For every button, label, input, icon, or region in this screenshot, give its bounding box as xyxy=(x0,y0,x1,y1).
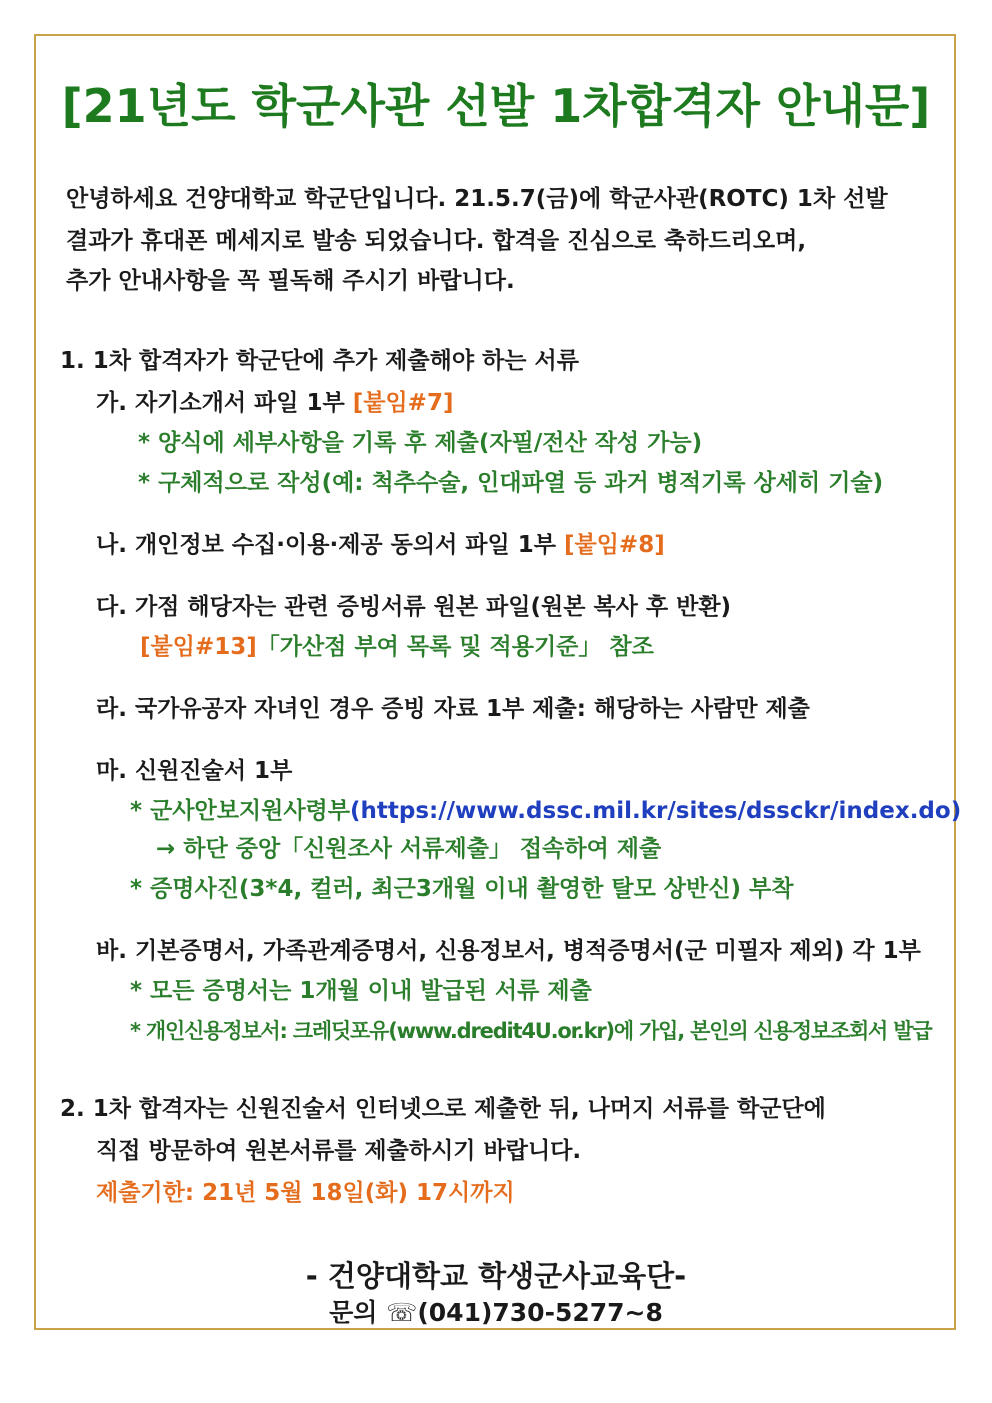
item-ga xyxy=(96,388,453,418)
item-ga-text: 가. 자기소개서 파일 1부 xyxy=(96,390,353,416)
section1-heading: 1. 1차 합격자가 학군단에 추가 제출해야 하는 서류 xyxy=(60,348,579,374)
item-ga-tag: [붙임#7] xyxy=(352,390,454,416)
item-da-note xyxy=(140,632,654,662)
item-na-text: 나. 개인정보 수집·이용·제공 동의서 파일 1부 xyxy=(96,532,564,558)
item-ma-note-3: * 증명사진(3*4, 컬러, 최근3개월 이내 촬영한 탈모 상반신) 부착 xyxy=(130,876,794,902)
intro-line-3: 추가 안내사항을 꼭 필독해 주시기 바랍니다. xyxy=(66,268,515,294)
footer-contact: 문의 ☏(041)730-5277~8 xyxy=(329,1298,663,1327)
item-ba: 바. 기본증명서, 가족관계증명서, 신용정보서, 병적증명서(군 미필자 제외) 각 1부 xyxy=(96,938,921,964)
item-ma-note-2: → 하단 중앙「신원조사 서류제출」 접속하여 제출 xyxy=(156,836,662,862)
item-ma-note-1-prefix: * 군사안보지원사령부 xyxy=(130,798,350,824)
section2-line-1: 2. 1차 합격자는 신원진술서 인터넷으로 제출한 뒤, 나머지 서류를 학군단에 xyxy=(60,1096,826,1122)
item-na xyxy=(96,530,665,560)
item-ra: 라. 국가유공자 자녀인 경우 증빙 자료 1부 제출: 해당하는 사람만 제출 xyxy=(96,696,810,722)
item-da-note-text: 「가산점 부여 목록 및 적용기준」 참조 xyxy=(256,634,654,660)
item-ma: 마. 신원진술서 1부 xyxy=(96,758,293,784)
section2-line-2: 직접 방문하여 원본서류를 제출하시기 바랍니다. xyxy=(96,1138,582,1164)
deadline: 제출기한: 21년 5월 18일(화) 17시까지 xyxy=(96,1180,515,1206)
item-ga-note-2: * 구체적으로 작성(예: 척추수술, 인대파열 등 과거 병적기록 상세히 기술) xyxy=(138,470,884,496)
footer-org: - 건양대학교 학생군사교육단- xyxy=(305,1259,687,1293)
item-ga-note-1: * 양식에 세부사항을 기록 후 제출(자필/전산 작성 가능) xyxy=(138,430,703,456)
intro-line-1: 안녕하세요 건양대학교 학군단입니다. 21.5.7(금)에 학군사관(ROTC) 1차 선발 xyxy=(66,186,888,212)
dssc-url-link[interactable]: (https://www.dssc.mil.kr/sites/dssckr/index.do) xyxy=(350,798,962,824)
item-ba-note-1: * 모든 증명서는 1개월 이내 발급된 서류 제출 xyxy=(130,978,592,1004)
item-ba-note-2: * 개인신용정보서: 크레딧포유(www.dredit4U.or.kr)에 가입, 본인의 신용정보조회서 발급 xyxy=(130,1019,932,1043)
item-da: 다. 가점 해당자는 관련 증빙서류 원본 파일(원본 복사 후 반환) xyxy=(96,594,732,620)
item-na-tag: [붙임#8] xyxy=(563,532,665,558)
intro-line-2: 결과가 휴대폰 메세지로 발송 되었습니다. 합격을 진심으로 축하드리오며, xyxy=(66,228,807,254)
page-title: [21년도 학군사관 선발 1차합격자 안내문] xyxy=(61,79,931,133)
item-ma-note-1 xyxy=(130,796,961,826)
item-da-tag: [붙임#13] xyxy=(140,634,257,660)
